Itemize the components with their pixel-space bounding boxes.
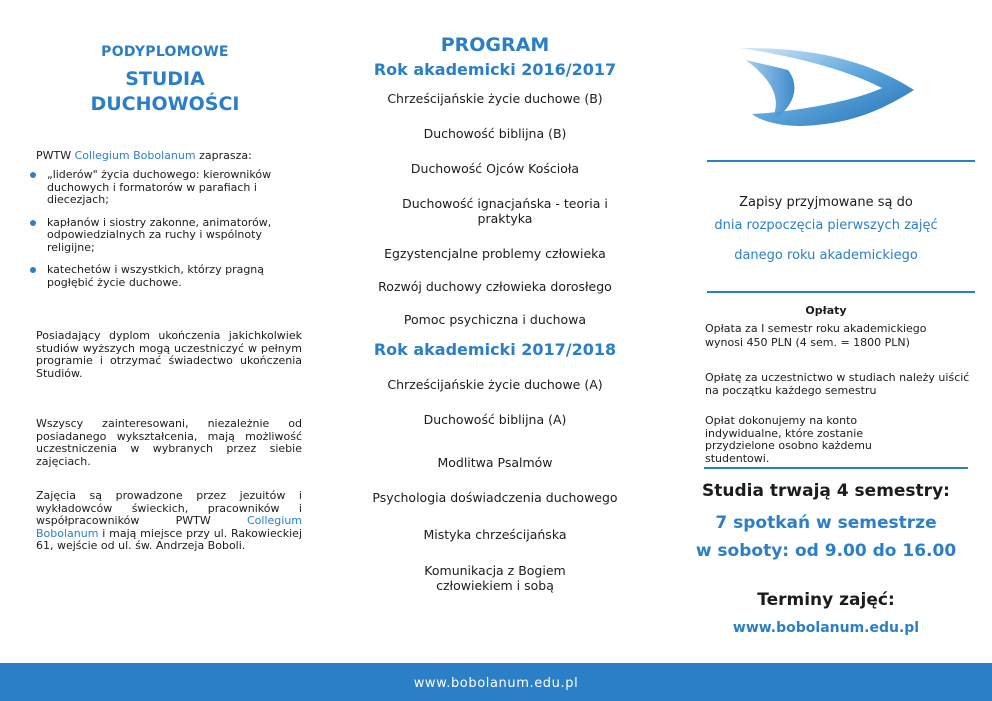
- program-title: PROGRAM: [440, 34, 550, 56]
- footer-url-link[interactable]: www.bobolanum.edu.pl: [413, 676, 579, 691]
- enroll-line2: dnia rozpoczęcia pierwszych zajęć: [714, 218, 938, 233]
- fees-line1: Opłata za I semestr roku akademickiego: [705, 322, 927, 335]
- middle-panel: [330, 0, 660, 660]
- header-studies-line1: STUDIA: [125, 68, 205, 90]
- footer-bar: [0, 663, 992, 701]
- duration-text: Studia trwają 4 semestry:: [702, 481, 950, 501]
- audience-list: [28, 169, 288, 294]
- course-item: Duchowość ignacjańska - teoria i praktyka: [402, 196, 608, 226]
- schedule-label: Terminy zajęć:: [757, 590, 895, 610]
- fees-paragraph-account: Opłat dokonujemy na konto indywidualne, które zostanie przydzielone osobno każdemu studentowi.: [705, 414, 872, 465]
- header-studies-title: [0, 67, 330, 117]
- paragraph-classes: [36, 490, 302, 553]
- course-item: Pomoc psychiczna i duchowa: [403, 312, 587, 327]
- classes-part1: Zajęcia są prowadzone przez jezuitów i wykładowców świeckich, pracowników i współpracowników PWTW: [36, 489, 302, 527]
- header-studies-line2: DUCHOWOŚCI: [90, 93, 240, 115]
- paragraph-interested: Wszyscy zainteresowani, niezależnie od posiadanego wykształcenia, mają możliwość uczestniczenia w wybranych przez siebie zajęciach.: [36, 417, 302, 468]
- paragraph-diploma: Posiadający dyplom ukończenia jakichkolwiek studiów wyższych mogą uczestniczyć w pełnym programie i otrzymać świadectwo ukończenia Studiów.: [36, 329, 302, 380]
- fish-logo-icon: [732, 40, 922, 130]
- website-link[interactable]: www.bobolanum.edu.pl: [732, 620, 920, 636]
- enroll-line3: danego roku akademickiego: [734, 248, 918, 263]
- course-item: Egzystencjalne problemy człowieka: [384, 246, 606, 261]
- course-item: Modlitwa Psalmów: [437, 455, 553, 470]
- left-panel: [0, 0, 330, 660]
- audience-item-catechists: katechetów i wszystkich, którzy pragną pogłębić życie duchowe.: [28, 264, 288, 289]
- audience-item-clergy: kapłanów i siostry zakonne, animatorów, odpowiedzialnych za ruchy i wspólnoty religijne;: [28, 217, 288, 255]
- classes-part2: i mają miejsce przy ul. Rakowieckiej 61, wejście od ul. św. Andrzeja Boboli.: [36, 526, 303, 552]
- classes-college-name: Collegium Bobolanum: [36, 514, 303, 540]
- course-item: Duchowość biblijna (A): [423, 412, 567, 427]
- meetings-text: 7 spotkań w semestrze: [715, 513, 937, 533]
- divider: [704, 467, 968, 469]
- course-item: Duchowość Ojców Kościoła: [410, 161, 580, 176]
- audience-item-leaders: „liderów" życia duchowego: kierowników duchowych i formatorów w parafiach i diecezjach;: [28, 169, 288, 207]
- course-item: Rozwój duchowy człowieka dorosłego: [378, 279, 612, 294]
- fees-paragraph-semester: Opłatę za uczestnictwo w studiach należy uiścić na początku każdego semestru: [705, 371, 970, 397]
- course-item: Chrześcijańskie życie duchowe (B): [387, 91, 603, 106]
- course-item: Komunikacja z Bogiem człowiekiem i sobą: [424, 563, 566, 593]
- hours-text: w soboty: od 9.00 do 16.00: [695, 541, 957, 561]
- right-panel: [660, 0, 992, 660]
- intro-college-name: Collegium Bobolanum: [74, 149, 196, 162]
- course-item: Psychologia doświadczenia duchowego: [372, 490, 618, 505]
- course-item: Duchowość biblijna (B): [423, 126, 567, 141]
- intro-prefix: PWTW: [36, 149, 72, 162]
- intro-line: [36, 150, 306, 163]
- year-2017-title: Rok akademicki 2017/2018: [373, 340, 617, 359]
- intro-suffix: zaprasza:: [199, 149, 252, 162]
- fees-line2: wynosi 450 PLN (4 sem. = 1800 PLN): [705, 336, 910, 349]
- divider: [707, 291, 975, 293]
- course-item: Chrześcijańskie życie duchowe (A): [387, 377, 603, 392]
- enroll-line1: Zapisy przyjmowane są do: [739, 195, 913, 210]
- header-postgraduate: PODYPLOMOWE: [101, 44, 229, 60]
- divider: [707, 160, 975, 162]
- year-2016-title: Rok akademicki 2016/2017: [373, 60, 617, 79]
- course-item: Mistyka chrześcijańska: [423, 527, 567, 542]
- fees-title: Opłaty: [805, 304, 847, 317]
